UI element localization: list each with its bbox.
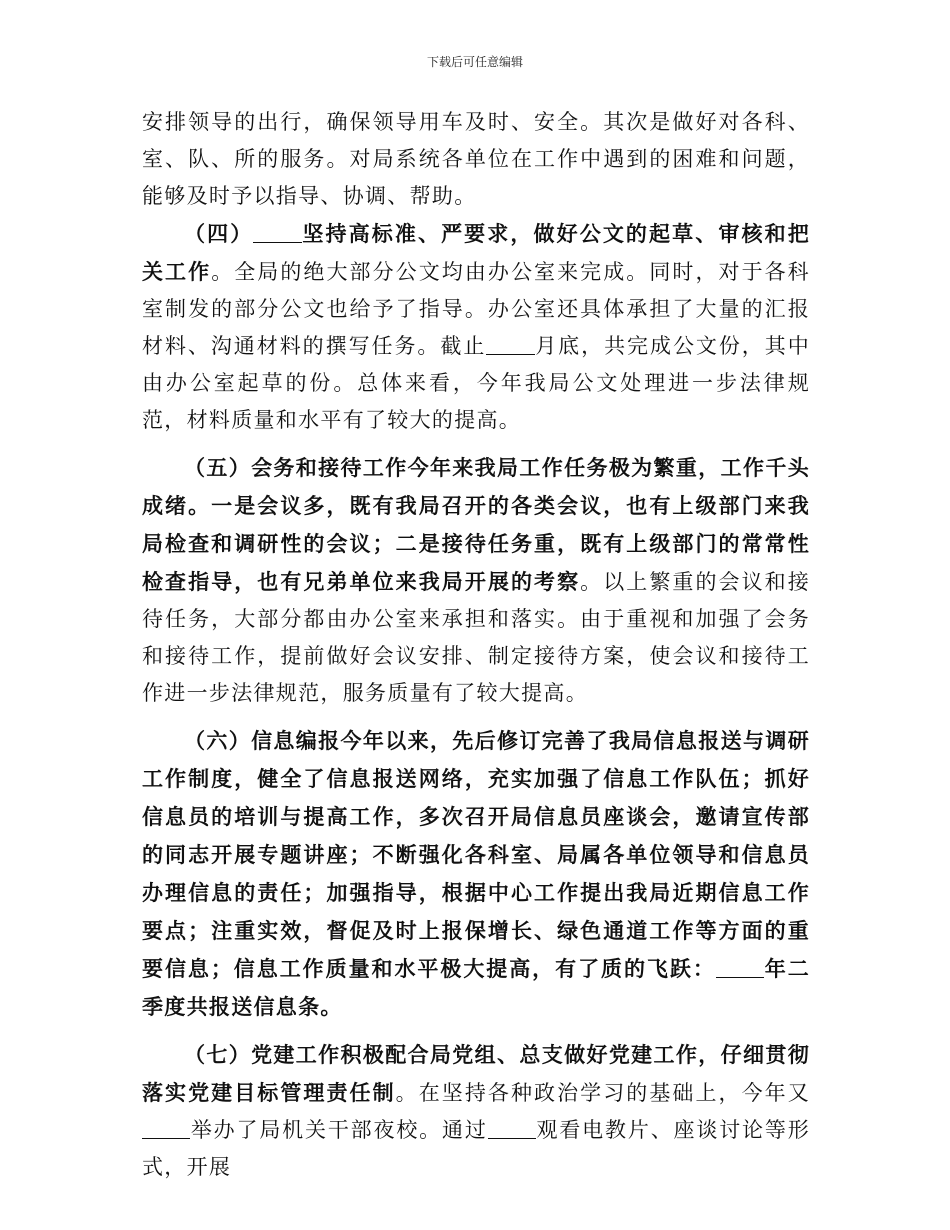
paragraph-text: 。以上繁重的会议和接待任务，大部分都由办公室来承担和落实。由于重视和加强了会务和接待工作，提前做好会议安排、制定接待方案，使会议和接待工作进一步法律规范，服务质量有了较大提高。 — [142, 570, 811, 705]
section-heading: 坚持高标准、严要求，做好公文的起草、审核和把关工作 — [142, 221, 810, 284]
section-heading: （六）信息编报今年以来，先后修订完善了我局信息报送与调研工作制度，健全了信息报送网络，充实加强了信息工作队伍；抓好信息员的培训与提高工作，多次召开局信息员座谈会，邀请宣传部的同志开展专题讲座；不断强化各科室、局属各单位领导和信息员办理信息的责任；加强指导，根据中心工作提出我局近期信息工作要点；注重实效，督促及时上报保增长、绿色通道工作等方面的重要信息；信息工作质量和水平极大提高，有了质的飞跃： — [142, 728, 810, 981]
section-heading: （四） — [184, 221, 254, 246]
paragraph-text: 。全局的绝大部分公文均由办公室来完成。同时，对于各科室制发的部分公文也给予了指导。办公室还具体承担了大量的汇报材料、沟通材料的撰写任务。截止 — [142, 260, 810, 358]
paragraph-section-4 — [142, 215, 810, 439]
blank-underline — [716, 956, 764, 978]
paragraph-text: 月底，共完成公文份，其中由办公室起草的份。总体来看，今年我局公文处理进一步法律规范，材料质量和水平有了较大的提高。 — [142, 334, 810, 432]
page-header: 下载后可任意编辑 — [426, 55, 523, 69]
paragraph-text: 观看电教片、座谈讨论等形式，开展 — [142, 1118, 810, 1179]
blank-underline — [142, 1117, 190, 1139]
blank-underline — [486, 333, 534, 355]
section-heading: （七）党建工作积极配合局党组、总支做好党建工作，仔细贯彻落实党建目标管理责任制 — [142, 1042, 810, 1105]
document-body — [142, 104, 810, 1186]
paragraph-continuation — [142, 104, 810, 215]
paragraph-section-5 — [142, 449, 810, 712]
section-heading: 年二季度共报送信息条。 — [142, 956, 810, 1019]
paragraph-section-7 — [142, 1036, 810, 1186]
paragraph-text: 。在坚持各种政治学习的基础上，今年又 — [395, 1081, 810, 1105]
blank-underline — [253, 221, 301, 243]
paragraph-text: 举办了局机关干部夜校。通过 — [190, 1118, 488, 1142]
blank-underline — [488, 1117, 536, 1139]
paragraph-section-6 — [142, 722, 810, 1026]
section-heading: （五）会务和接待工作今年来我局工作任务极为繁重，工作千头成绪。一是会议多，既有我局召开的各类会议，也有上级部门来我局检查和调研性的会议；二是接待任务重，既有上级部门的常常性检查指导，也有兄弟单位来我局开展的考察 — [142, 455, 810, 594]
paragraph-text: 安排领导的出行，确保领导用车及时、安全。其次是做好对各科、室、队、所的服务。对局系统各单位在工作中遇到的困难和问题，能够及时予以指导、协调、帮助。 — [142, 110, 810, 208]
